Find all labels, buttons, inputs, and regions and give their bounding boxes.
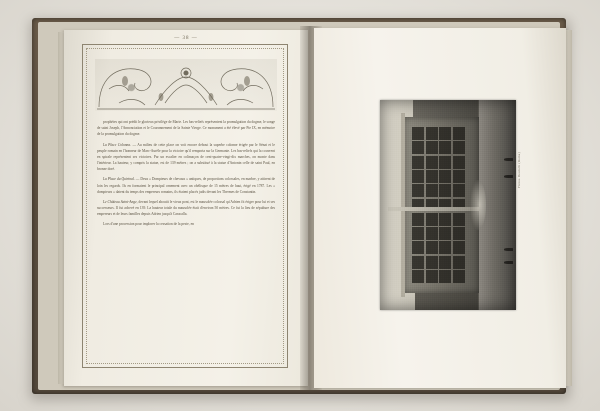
paragraph-run-in-heading: La Place Colonna.	[103, 142, 132, 147]
headpiece-ornament-icon	[95, 59, 277, 111]
photograph-mount	[380, 100, 521, 310]
photo-vignette	[380, 100, 516, 310]
photograph	[380, 100, 516, 310]
paragraph-text: — Deux « Dompteurs de chevaux » antiques, de proportions colossales, en marbre, y attirent de loin les regards. Ils en formaient le principal ornement avec un obélisque de 15 mètres de haut, érigé en 1787. Les « dompteurs » datent du temps des empereurs romains, ils étaient placés jadis devant les Thermes de Constantin.	[97, 177, 275, 194]
photograph-credit-caption: Frères Deutsch (Rome)	[517, 152, 521, 189]
paragraph	[97, 199, 275, 218]
body-text-column	[97, 119, 275, 369]
paragraph-text: prophètes qui ont prédit le glorieux privilège de Marie. Les bas-reliefs représentent la promulgation du dogme, le songe de saint Joseph, l'Annonciation et le Couronnement de la Sainte Vierge. Ce monument a été élevé par Pie IX, en mémoire de la promulgation du dogme.	[97, 120, 275, 137]
paragraph	[97, 221, 275, 227]
right-page	[314, 28, 566, 388]
open-book	[22, 8, 578, 403]
folio-number: — 38 —	[174, 36, 198, 41]
paragraph	[97, 176, 275, 195]
photograph-image-content	[380, 100, 516, 310]
paragraph-run-in-heading: Le Château Saint-Ange,	[103, 199, 138, 204]
paragraph-text: — Au milieu de cette place on voit encore debout la superbe colonne érigée par le Sénat et le peuple romain en l'honneur de Marc-Aurèle pour la victoire qu'il remporta sur la Germanie. Les bas-reliefs qui la couvrent en spirale représentent ses victoires. Par un escalier en colimaçon de cent-quatre-vingt-dix marches, on monte dans l'intérieur. La hauteur, y compris la statue, est de 139 mètres ; on a substitué à la statue d'Antonin celle de saint Paul, en bronze doré.	[97, 142, 275, 172]
paragraph-text: devant lequel aboutit le vieux pont, est le mausolée colossal qu'Adrien fit ériger pour lui et ses successeurs. Il fut achevé en 139. La hauteur totale du mausolée était d'environ 50 mètres. Ce fut la lieu de sépulture des empereurs et de leurs familles depuis Adrien jusqu'à Caracalla.	[97, 199, 275, 217]
paragraph	[97, 142, 275, 173]
paragraph-text: Lors d'une procession pour implorer la cessation de la peste, en	[103, 222, 194, 227]
right-page-edge	[565, 30, 572, 386]
left-page	[64, 30, 308, 386]
decorative-border-frame	[82, 36, 288, 368]
paragraph	[97, 119, 275, 138]
paragraph-run-in-heading: La Place du Quirinal.	[103, 177, 135, 182]
